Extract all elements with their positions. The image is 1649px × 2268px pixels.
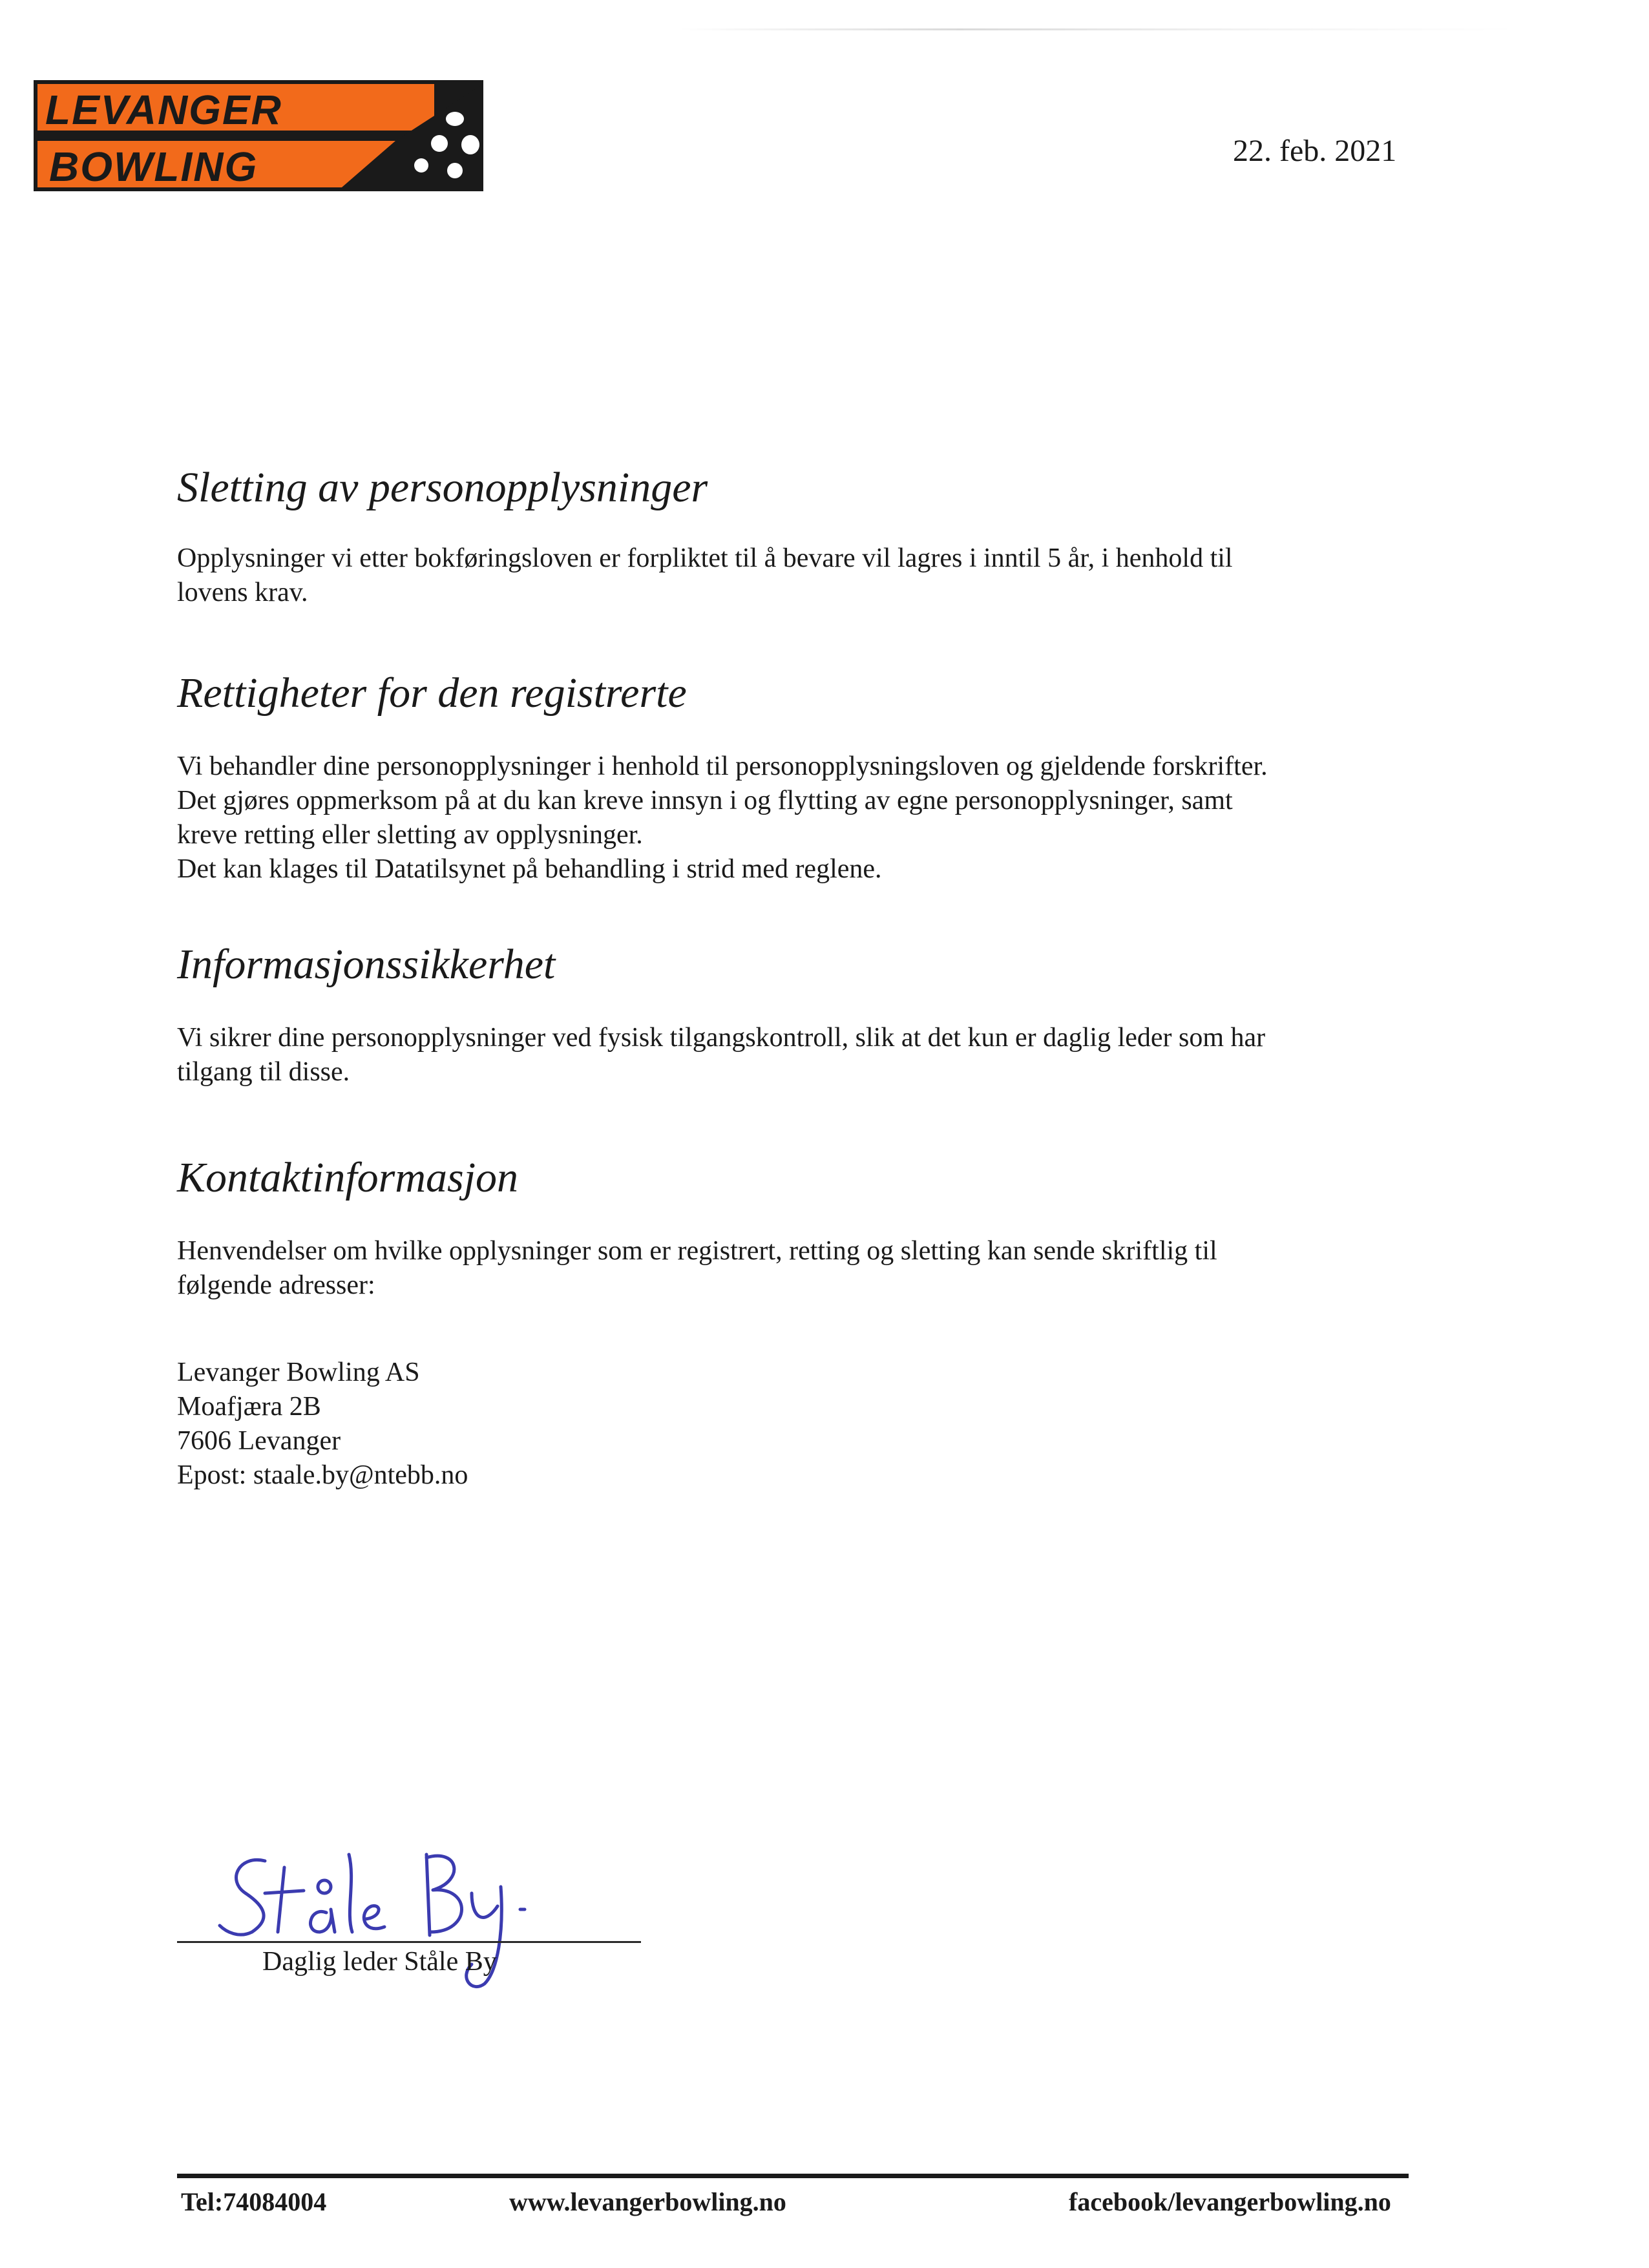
section-contact — [177, 1154, 1405, 1303]
section-security — [177, 943, 1405, 1089]
section-heading: Kontaktinformasjon — [177, 1154, 519, 1201]
letter-date: 22. feb. 2021 — [1233, 134, 1397, 168]
footer-phone: Tel:74084004 — [181, 2187, 327, 2216]
scan-artifact — [678, 28, 1518, 30]
logo-line1: LEVANGER — [45, 87, 282, 133]
section-rights — [177, 669, 1405, 887]
signature-caption: Daglig leder Ståle By — [262, 1947, 497, 1977]
footer-facebook: facebook/levangerbowling.no — [1069, 2187, 1391, 2216]
address-street: Moafjæra 2B — [177, 1392, 321, 1422]
company-logo — [34, 80, 483, 191]
section-paragraph: Opplysninger vi etter bokføringsloven er forpliktet til å bevare vil lagres i inntil 5 år, i henhold til lovens krav. — [177, 543, 1233, 607]
section-paragraph: Vi behandler dine personopplysninger i henhold til personopplysningsloven og gjeldende forskrifter. Det gjøres oppmerksom på at du kan kreve innsyn i og flytting av egne personopplysninger, samt kreve retting eller sletting av opplysninger. Det kan klages til Datatilsynet på behandling i strid med reglene. — [177, 751, 1268, 884]
section-paragraph: Henvendelser om hvilke opplysninger som er registrert, retting og sletting kan sende skriftlig til følgende adresser: — [177, 1236, 1217, 1300]
logo-line2: BOWLING — [49, 143, 258, 190]
section-paragraph: Vi sikrer dine personopplysninger ved fysisk tilgangskontroll, slik at det kun er daglig leder som har tilgang til disse. — [177, 1023, 1266, 1087]
section-heading: Informasjonssikkerhet — [177, 941, 556, 988]
address-company: Levanger Bowling AS — [177, 1358, 420, 1387]
section-heading: Sletting av personopplysninger — [177, 464, 708, 511]
contact-address — [177, 1356, 468, 1493]
footer-website: www.levangerbowling.no — [509, 2187, 786, 2216]
section-deletion — [177, 464, 1405, 610]
address-email: Epost: staale.by@ntebb.no — [177, 1460, 468, 1490]
signature-line — [177, 1941, 641, 1943]
section-heading: Rettigheter for den registrerte — [177, 669, 687, 717]
footer-divider — [177, 2174, 1409, 2178]
address-postal: 7606 Levanger — [177, 1426, 341, 1456]
